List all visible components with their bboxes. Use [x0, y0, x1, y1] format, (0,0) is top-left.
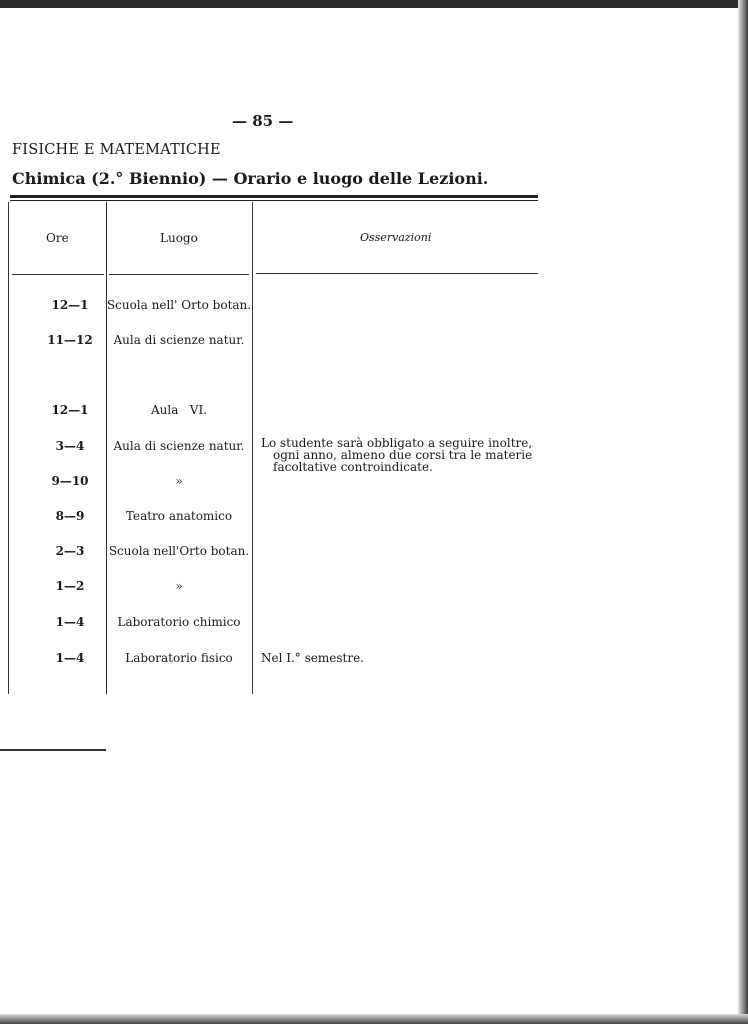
header-rule-thick — [10, 195, 538, 198]
table-row-2-luogo: Aula di scienze natur. — [113, 333, 245, 347]
table-row-7-ore: 2—3 — [55, 544, 85, 558]
table-row-10-ore: 1—4 — [55, 651, 85, 665]
table-row-6-ore: 8—9 — [55, 509, 85, 523]
table-row-10-luogo: Laboratorio fisico — [125, 651, 233, 665]
observation-note-line-2: ogni anno, almeno due corsi tra le materie — [273, 448, 533, 462]
header-underline-oss — [256, 273, 538, 274]
column-header-osservazioni: Osservazioni — [360, 231, 432, 244]
table-row-5-luogo: » — [175, 474, 183, 488]
column-header-luogo: Luogo — [160, 231, 198, 245]
table-left-border — [8, 202, 9, 694]
page-edge-right — [738, 0, 748, 1024]
page-edge-top — [0, 0, 748, 8]
column-divider-luogo-oss — [252, 202, 253, 694]
section-title: FISICHE E MATEMATICHE — [12, 142, 221, 158]
table-row-6-luogo: Teatro anatomico — [125, 509, 233, 523]
observation-note-line-1: Lo studente sarà obbligato a seguire inoltre, — [261, 436, 533, 450]
table-row-3-ore: 12—1 — [51, 403, 89, 417]
page-edge-bottom — [0, 1014, 748, 1024]
page-number: — 85 — — [232, 112, 294, 130]
header-rule-thin — [10, 200, 538, 201]
table-row-4-luogo: Aula di scienze natur. — [113, 439, 245, 453]
table-row-1-luogo: Scuola nell' Orto botan. — [106, 298, 252, 312]
table-row-4-ore: 3—4 — [55, 439, 85, 453]
header-underline-luogo — [109, 274, 249, 275]
table-row-2-ore: 11—12 — [47, 333, 93, 347]
observation-note-line-3: facoltative controindicate. — [273, 460, 433, 474]
table-row-8-luogo: » — [175, 579, 183, 593]
table-row-1-ore: 12—1 — [51, 298, 89, 312]
page-subtitle: Chimica (2.° Biennio) — Orario e luogo delle Lezioni. — [12, 169, 489, 188]
table-row-5-ore: 9—10 — [51, 474, 89, 488]
table-row-9-luogo: Laboratorio chimico — [117, 615, 241, 629]
table-row-9-ore: 1—4 — [55, 615, 85, 629]
bottom-rule — [0, 749, 106, 751]
observation-note-semestre: Nel I.° semestre. — [261, 651, 364, 665]
header-underline-ore — [12, 274, 104, 275]
table-row-8-ore: 1—2 — [55, 579, 85, 593]
table-row-3-luogo: Aula VI. — [150, 403, 208, 417]
observation-note-obbligo — [261, 437, 541, 473]
column-header-ore: Ore — [46, 231, 69, 245]
table-row-7-luogo: Scuola nell'Orto botan. — [108, 544, 250, 558]
